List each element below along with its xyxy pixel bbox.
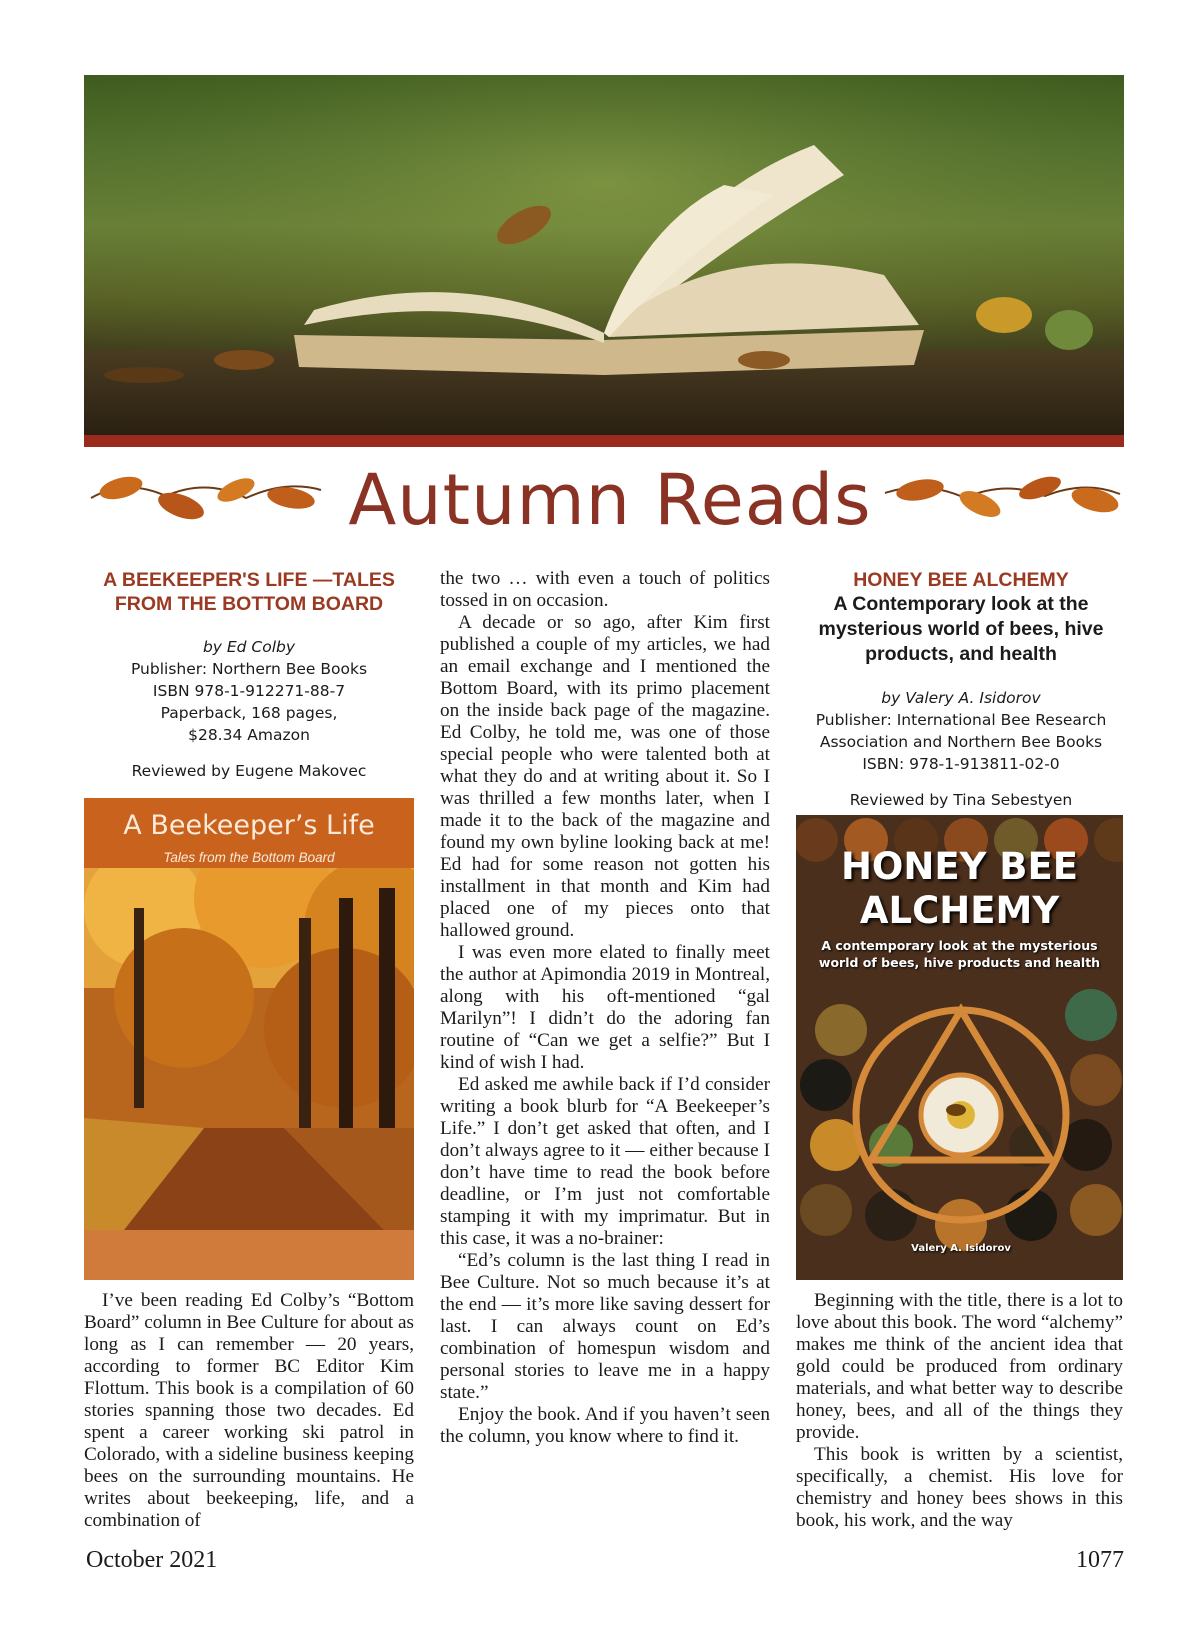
review1-paragraph-7: Enjoy the book. And if you haven’t seen the column, you know where to find it. (440, 1404, 770, 1447)
cover1-subtitle: Tales from the Bottom Board (163, 850, 335, 865)
review2-reviewer: Reviewed by Tina Sebestyen (849, 791, 1073, 809)
review1-author: by Ed Colby (202, 638, 296, 656)
review2-heading: HONEY BEE ALCHEMY (853, 569, 1069, 591)
review1-paragraph-1: I’ve been reading Ed Colby’s “Bottom Board” column in Bee Culture for about as long as I can remember — 20 years, according to former BC Editor Kim Flottum. This book is a compilation of 60 stories spanning those two decades. Ed spent a career working ski patrol in Colorado, with a sideline business keeping bees on the surrounding mountains. He writes about beekeeping, life, and a combination of (84, 1290, 414, 1531)
footer-date: October 2021 (86, 1547, 218, 1573)
review1-isbn: ISBN 978-1-912271-88-7 (152, 682, 346, 700)
review2-paragraph-2: This book is written by a scientist, specifically, a chemist. His love for chemistry and honey bees shows in this book, his work, and the way (796, 1444, 1123, 1531)
review1-paragraph-4: I was even more elated to finally meet the author at Apimondia 2019 in Montreal, along with his oft-mentioned “gal Marilyn”! I didn’t do the adoring fan routine of “Can we get a selfie?” But I kind of wish I had. (440, 942, 770, 1073)
cover2-author: Valery A. Isidorov (911, 1243, 1011, 1254)
cover1-title: A Beekeeper’s Life (123, 810, 375, 841)
review2-header (796, 568, 1126, 811)
hero-photo-open-book (84, 75, 1124, 435)
book-cover-honey-bee-alchemy (796, 815, 1123, 1280)
review2-paragraph-1: Beginning with the title, there is a lot to love about this book. The word “alchemy” makes me think of the ancient idea that gold could be produced from ordinary materials, and what better way to describe honey, bees, and all of the things they provide. (796, 1290, 1123, 1443)
review2-isbn: ISBN: 978-1-913811-02-0 (862, 755, 1060, 773)
page-title: Autumn Reads (348, 459, 872, 541)
review1-paragraph-2: the two … with even a touch of politics tossed in on occasion. (440, 568, 770, 611)
autumn-leaves-ornament-right (880, 468, 1124, 528)
review1-column1-text (84, 1290, 414, 1532)
cover1-bottom-band (84, 1230, 414, 1280)
book-cover-beekeepers-life (84, 798, 414, 1280)
review1-meta (84, 636, 414, 782)
review1-heading: A BEEKEEPER'S LIFE —TALES FROM THE BOTTOM BOARD (103, 569, 395, 615)
review1-reviewer: Reviewed by Eugene Makovec (131, 762, 367, 780)
autumn-path-illustration (84, 798, 414, 1280)
review2-meta (796, 687, 1126, 811)
hero-divider-bar (84, 435, 1124, 447)
review1-format: Paperback, 168 pages, (160, 704, 338, 722)
review1-header (84, 568, 414, 782)
review1-price: $28.34 Amazon (188, 726, 310, 744)
review1-paragraph-6: “Ed’s column is the last thing I read in Bee Culture. Not so much because it’s at the end — it’s more like saving dessert for last. I can always count on Ed’s combination of homespun wisdom and personal stories to leave me in a happy state.” (440, 1250, 770, 1403)
cover2-title: HONEY BEE ALCHEMY (840, 845, 1079, 932)
review2-author: by Valery A. Isidorov (881, 689, 1041, 707)
open-book-illustration (84, 75, 1124, 435)
review1-paragraph-5: Ed asked me awhile back if I’d consider writing a book blurb for “A Beekeeper’s Life.” I don’t get asked that often, and I don’t always agree to it — either because I don’t have time to read the book before deadline, or I’m just not comfortable stamping it with my imprimatur. But in this case, it was a no-brainer: (440, 1074, 770, 1249)
review1-publisher: Publisher: Northern Bee Books (130, 660, 368, 678)
review2-subheading: A Contemporary look at the mysterious world of bees, hive products, and health (818, 593, 1104, 665)
review2-publisher: Publisher: International Bee Research Association and Northern Bee Books (815, 711, 1107, 751)
autumn-leaves-ornament-left (86, 468, 326, 528)
review2-text (796, 1290, 1123, 1532)
cover2-subtitle: A contemporary look at the mysterious world of bees, hive products and health (818, 938, 1101, 970)
review1-column2-text (440, 568, 770, 1448)
footer-page-number: 1077 (1076, 1547, 1124, 1573)
review1-paragraph-3: A decade or so ago, after Kim first published a couple of my articles, we had an email exchange and I mentioned the Bottom Board, with its primo placement on the inside back page of the magazine. Ed Colby, he told me, was one of those special people who were talented both at what they do and at writing about it. So I was thrilled a few months later, when I made it to the back of the magazine and found my own byline looking back at me! Ed had for some reason not gotten his installment in that month and Kim had placed one of my pieces onto that hallowed ground. (440, 612, 770, 941)
